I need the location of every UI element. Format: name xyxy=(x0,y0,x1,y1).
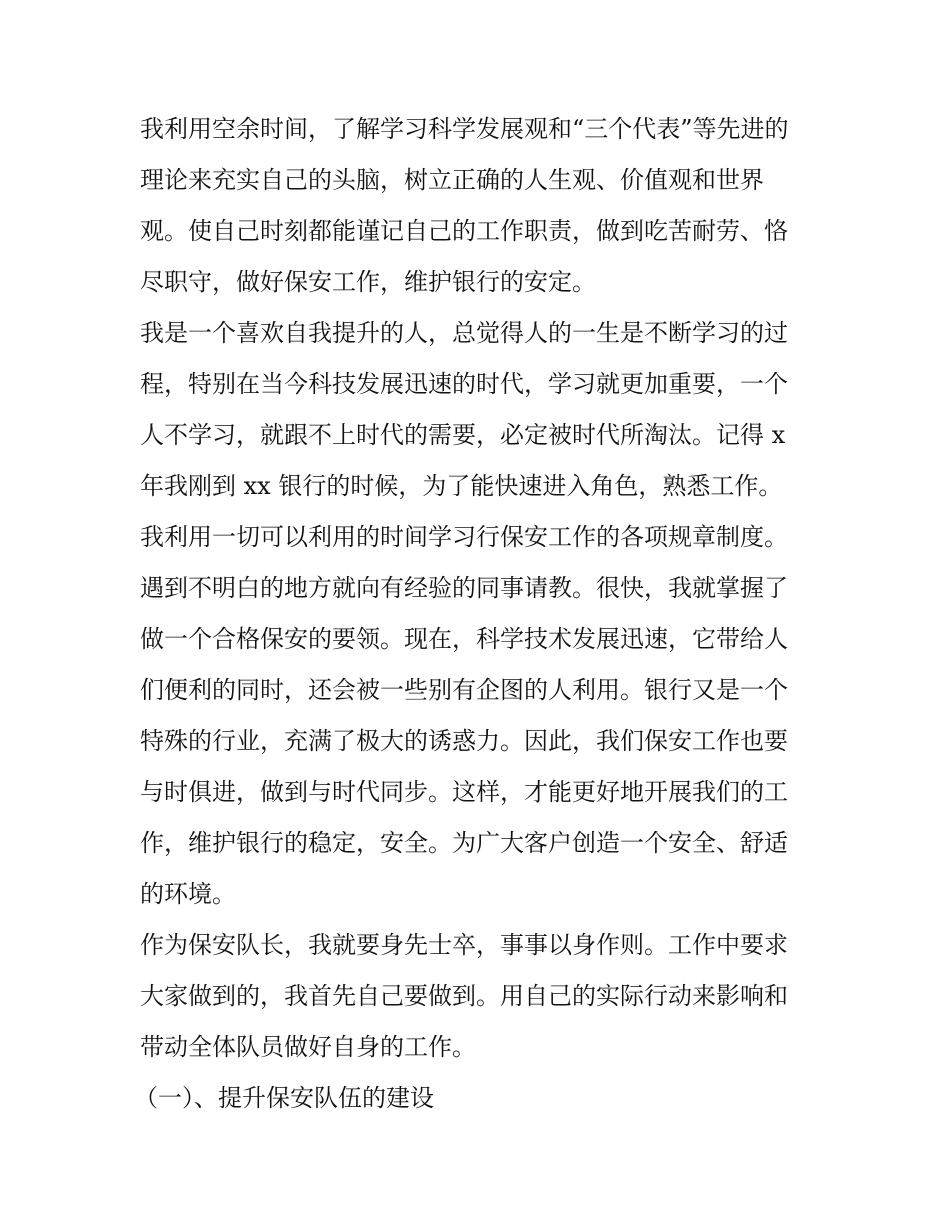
paragraph-self-study: 我利用空余时间，了解学习科学发展观和“三个代表”等先进的 理论来充实自己的头脑，树立正确的人生观、价值观和世界 观。使自己时刻都能谨记自己的工作职责，做到吃苦耐劳、恪 尽职守，做好保安工作，维护银行的安定。 xyxy=(140,115,789,296)
paragraph-continuous-learning: 我是一个喜欢自我提升的人，总觉得人的一生是不断学习的过 程，特别在当今科技发展迅速的时代，学习就更加重要，一个 人不学习，就跟不上时代的需要，必定被时代所淘汰。记得 x 年我刚到 xx 银行的时候，为了能快速进入角色，熟悉工作。 我利用一切可以利用的时间学习行保安工作的各项规章制度。 遇到不明白的地方就向有经验的同事请教。很快，我就掌握了 做一个合格保安的要领。现在，科学技术发展迅速，它带给人 们便利的同时，还会被一些别有企图的人利用。银行又是一个 特殊的行业，充满了极大的诱惑力。因此，我们保安工作也要 与时俱进，做到与时代同步。这样，才能更好地开展我们的工 作，维护银行的稳定，安全。为广大客户创造一个安全、舒适 的环境。 xyxy=(140,319,788,908)
section-heading: （一）、提升保安队伍的建设 xyxy=(134,1084,434,1112)
paragraph-leading-by-example: 作为保安队长，我就要身先士卒，事事以身作则。工作中要求 大家做到的，我首先自己要做到。用自己的实际行动来影响和 带动全体队员做好自身的工作。 xyxy=(140,931,788,1061)
document-body xyxy=(134,104,812,1124)
